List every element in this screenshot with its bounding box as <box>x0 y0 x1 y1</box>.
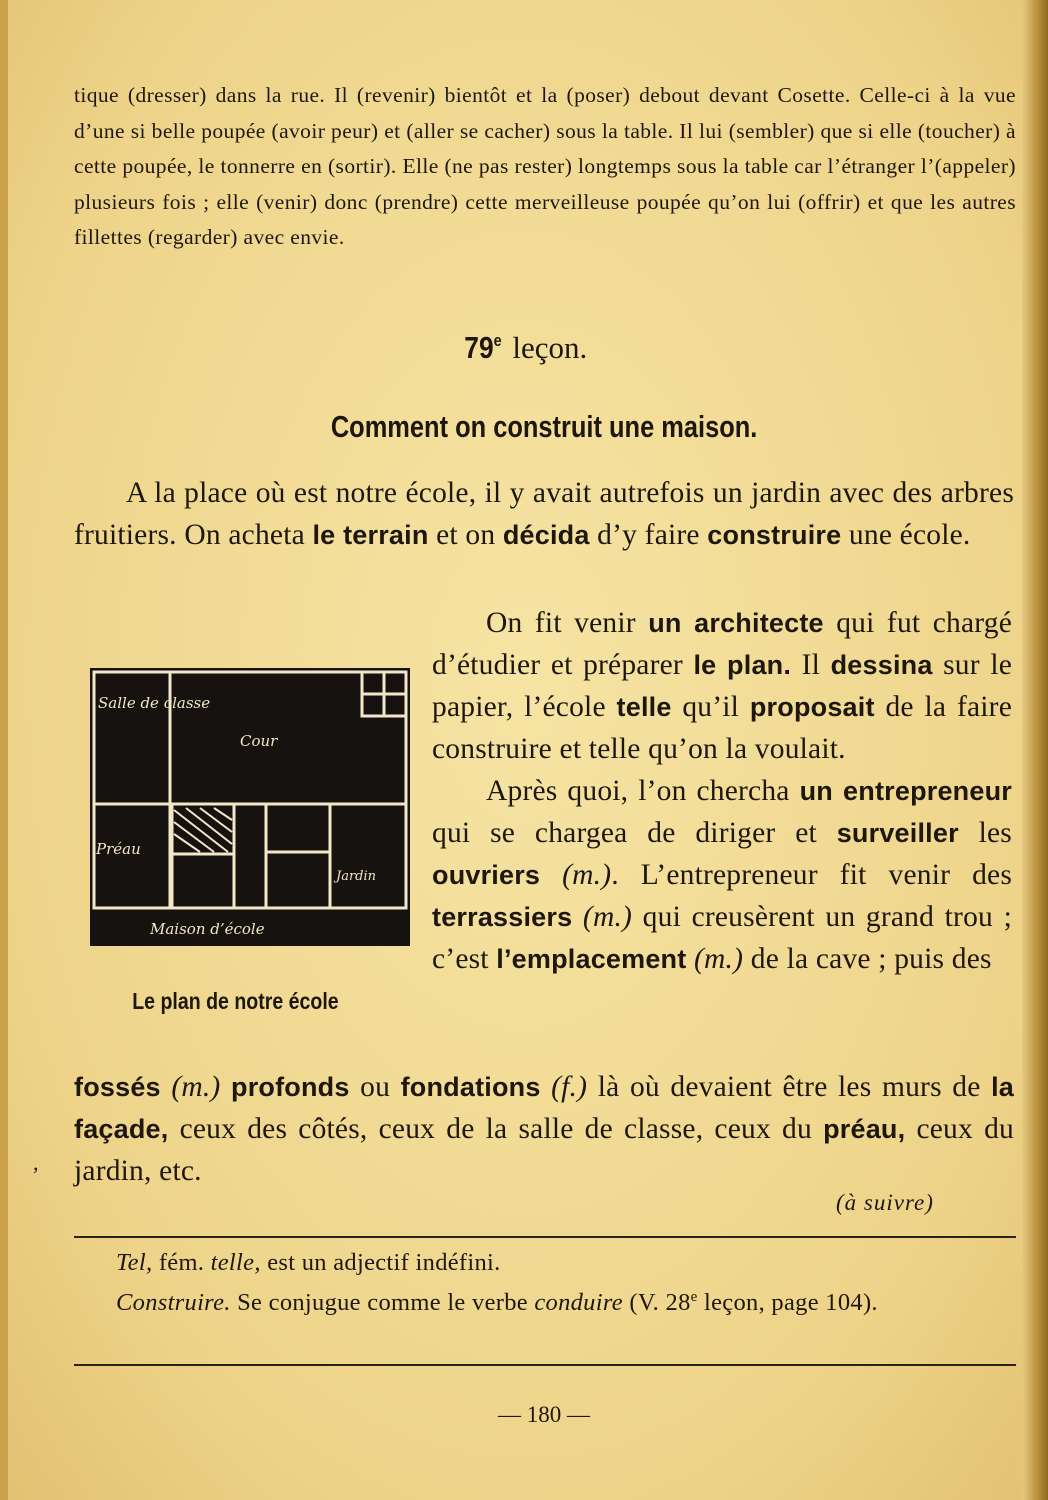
bold-term: dessina <box>830 650 933 680</box>
page-left-edge <box>0 0 8 1500</box>
figure-caption: Le plan de notre école <box>131 988 339 1014</box>
exercise-paragraph: tique (dresser) dans la rue. Il (revenir) bientôt et la (poser) debout devant Cosette. Celle-ci à la vue d’une si belle poupée (avoir peur) et (aller se cacher) sous la table. Il lui (sembler) que si elle (toucher) à cette poupée, le tonnerre en (sortir). Elle (ne pas rester) longtemps sous la table car l’étranger l’(appeler) plusieurs fois ; elle (venir) donc (prendre) cette merveilleuse poupée qu’on lui (offrir) et que les autres fillettes (regarder) avec envie. <box>74 83 1016 250</box>
bold-term: le terrain <box>312 520 429 550</box>
divider-bottom <box>74 1364 1016 1366</box>
lesson-heading <box>0 330 1048 366</box>
label-cour: Cour <box>240 732 278 750</box>
bold-term: l’emplacement <box>496 944 687 974</box>
label-jardin: Jardin <box>336 869 377 884</box>
bold-term: construire <box>707 520 842 550</box>
bold-term: telle <box>616 692 672 722</box>
label-maison: Maison d’école <box>150 920 265 938</box>
school-plan-figure <box>90 668 410 946</box>
bold-term: décida <box>502 520 590 550</box>
continued-note: (à suivre) <box>836 1190 934 1215</box>
bold-term: profonds <box>231 1072 350 1102</box>
footnotes: Tel, fém. telle, est un adjectif indéfini. Construire. Se conjugue comme le verbe conduire (V. 28e leçon, page 104). <box>116 1249 878 1317</box>
lesson-number: 79e <box>463 330 502 365</box>
bold-term: la façade, <box>74 1072 1015 1144</box>
bold-term: terrassiers <box>432 902 573 932</box>
bold-term: un entrepreneur <box>799 776 1012 806</box>
bold-term: un architecte <box>648 608 824 638</box>
bold-term: surveiller <box>836 818 959 848</box>
bold-term: fondations <box>400 1072 541 1102</box>
margin-mark: , <box>33 1150 39 1175</box>
bold-term: ouvriers <box>432 860 541 890</box>
bold-term: proposait <box>749 692 875 722</box>
paragraph-1: A la place où est notre école, il y avait autrefois un jardin avec des arbres fruitiers. On acheta le terrain et on décida d’y faire construire une école. <box>74 477 1014 551</box>
label-salle: Salle de classe <box>98 694 211 712</box>
bold-term: préau, <box>823 1114 906 1144</box>
bold-term: fossés <box>74 1072 161 1102</box>
lesson-word: leçon. <box>512 330 588 365</box>
paragraph-3-continued: fossés (m.) profonds ou fondations (f.) là où devaient être les murs de la façade, ceux des côtés, ceux de la salle de classe, ceux du préau, ceux du jardin, etc. <box>74 1071 1015 1187</box>
page-right-edge <box>1022 0 1048 1500</box>
lesson-title: Comment on construit une maison. <box>330 409 758 444</box>
page-number: — 180 — <box>498 1402 590 1427</box>
paragraph-2: On fit venir un architecte qui fut chargé d’étudier et préparer le plan. Il dessina sur le papier, l’école telle qu’il proposait de la faire construire et telle qu’on la voulait. Après quoi, l’on chercha un entrepreneur qui se chargea de diriger et surveiller les ouvriers (m.). L’entrepreneur fit venir des terrassiers (m.) qui creusèrent un grand trou ; c’est l’emplacement (m.) de la cave ; puis des <box>432 607 1013 975</box>
divider-top <box>74 1236 1016 1238</box>
label-preau: Préau <box>96 840 141 858</box>
bold-term: le plan. <box>693 650 792 680</box>
